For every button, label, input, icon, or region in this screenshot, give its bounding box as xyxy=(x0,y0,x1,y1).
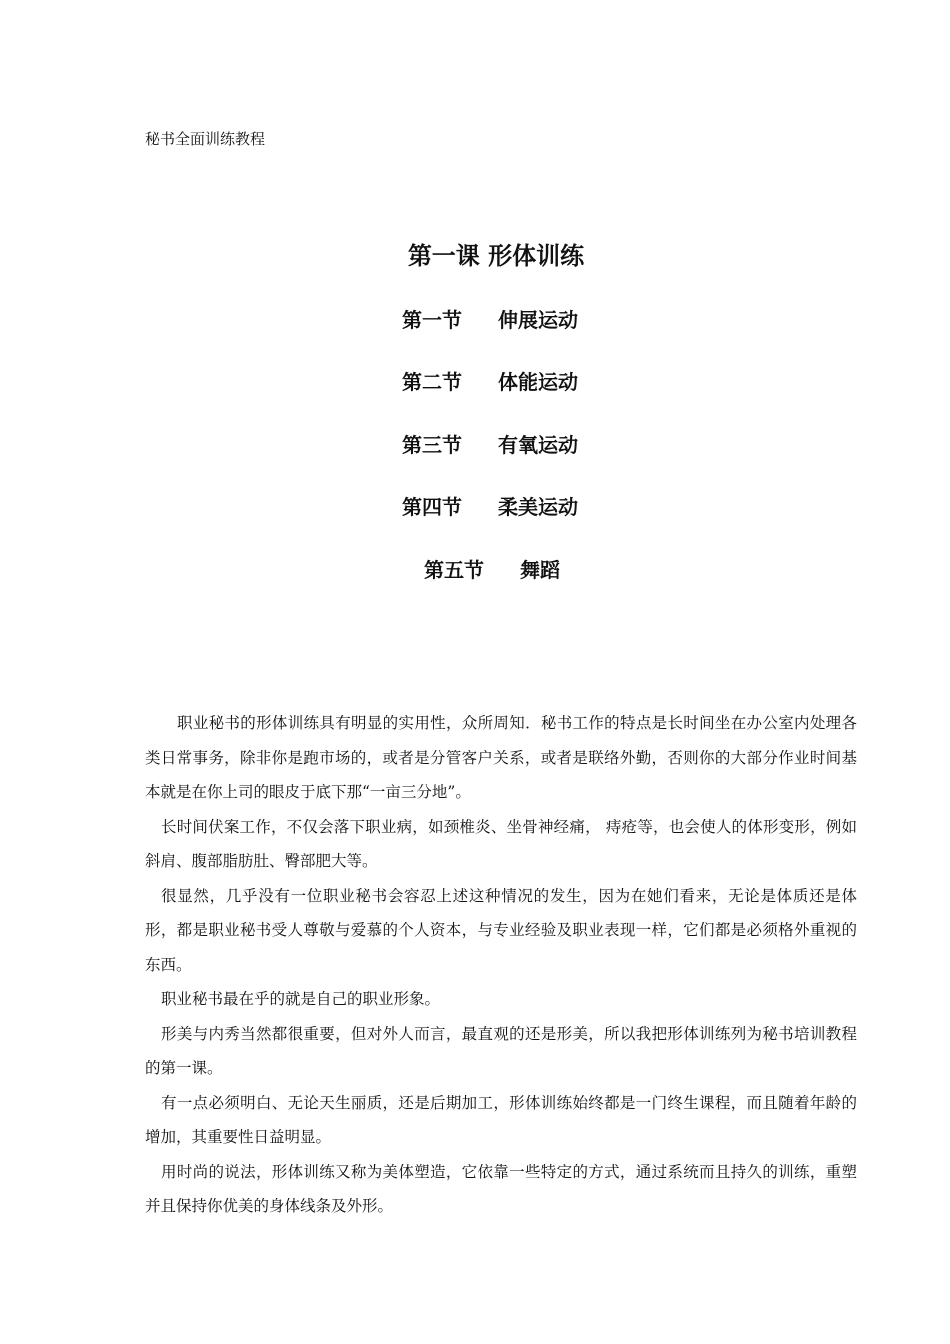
section-number: 第五节 xyxy=(424,558,484,582)
body-text xyxy=(145,706,857,1224)
paragraph: 有一点必须明白、无论天生丽质，还是后期加工，形体训练始终都是一门终生课程，而且随着年龄的增加，其重要性日益明显。 xyxy=(145,1093,857,1146)
section-number: 第二节 xyxy=(402,370,462,394)
paragraph: 长时间伏案工作，不仅会落下职业病，如颈椎炎、坐骨神经痛， 痔疮等，也会使人的体形变形，例如斜肩、腹部脂肪肚、臀部肥大等。 xyxy=(145,817,857,870)
section-heading-2 xyxy=(402,368,578,396)
section-name: 柔美运动 xyxy=(498,495,578,519)
section-heading-4 xyxy=(402,493,578,521)
section-name: 舞蹈 xyxy=(520,558,560,582)
section-number: 第三节 xyxy=(402,433,462,457)
section-number: 第一节 xyxy=(402,308,462,332)
section-heading-3 xyxy=(402,431,578,459)
paragraph: 职业秘书最在乎的就是自己的职业形象。 xyxy=(161,990,441,1008)
section-number: 第四节 xyxy=(402,495,462,519)
paragraph: 用时尚的说法，形体训练又称为美体塑造，它依靠一些特定的方式，通过系统而且持久的训练，重塑并且保持你优美的身体线条及外形。 xyxy=(145,1162,857,1215)
section-heading-1 xyxy=(402,306,578,334)
section-name: 有氧运动 xyxy=(498,433,578,457)
section-name: 伸展运动 xyxy=(498,308,578,332)
section-heading-5 xyxy=(424,556,560,584)
paragraph: 职业秘书的形体训练具有明显的实用性，众所周知．秘书工作的特点是长时间坐在办公室内处理各类日常事务，除非你是跑市场的，或者是分管客户关系，或者是联络外勤，否则你的大部分作业时间基本就是在你上司的眼皮于底下那“一亩三分地”。 xyxy=(145,714,857,801)
paragraph: 很显然，几乎没有一位职业秘书会容忍上述这种情况的发生，因为在她们看来，无论是体质还是体形，都是职业秘书受人尊敬与爱慕的个人资本，与专业经验及职业表现一样，它们都是必须格外重视的东西。 xyxy=(145,886,857,974)
section-name: 体能运动 xyxy=(498,370,578,394)
paragraph: 形美与内秀当然都很重要，但对外人而言，最直观的还是形美，所以我把形体训练列为秘书培训教程的第一课。 xyxy=(145,1024,857,1077)
running-header: 秘书全面训练教程 xyxy=(145,130,266,148)
lesson-title: 第一课 形体训练 xyxy=(407,241,585,270)
